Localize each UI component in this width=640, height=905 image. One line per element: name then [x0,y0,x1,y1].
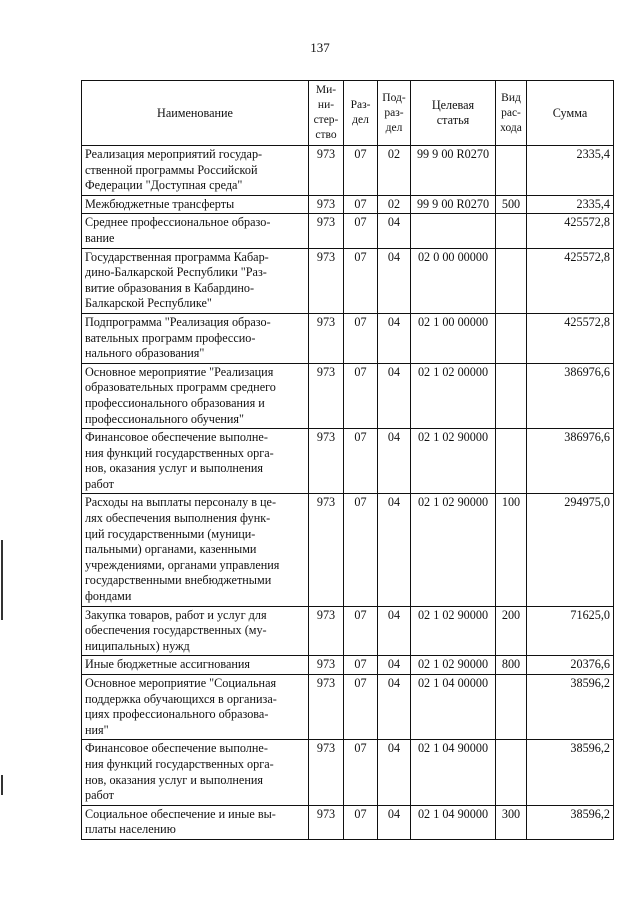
row-subsection: 04 [378,429,411,494]
row-ministry: 973 [309,248,344,313]
row-amount: 2335,4 [527,146,614,196]
row-name: Государственная программа Кабар- дино-Балкарской Республики "Раз- витие образования в Кабардино- Балкарской Республике" [82,248,309,313]
row-name: Основное мероприятие "Социальная поддержка обучающихся в организа- циях профессионального образова- ния" [82,675,309,740]
header-amount: Сумма [527,81,614,146]
row-ministry: 973 [309,805,344,839]
row-name: Межбюджетные трансферты [82,195,309,214]
row-target: 02 1 00 00000 [411,313,496,363]
header-name: Наименование [82,81,309,146]
row-expense-type: 800 [496,656,527,675]
row-section: 07 [344,313,378,363]
row-target: 99 9 00 R0270 [411,146,496,196]
row-target: 02 1 02 90000 [411,656,496,675]
header-ministry: Ми- ни- стер- ство [309,81,344,146]
row-section: 07 [344,675,378,740]
row-section: 07 [344,429,378,494]
row-target [411,214,496,248]
table-row [82,313,614,363]
row-subsection: 04 [378,248,411,313]
row-target: 02 1 02 90000 [411,429,496,494]
row-target: 02 1 04 90000 [411,805,496,839]
row-subsection: 04 [378,494,411,606]
table-row [82,675,614,740]
row-amount: 425572,8 [527,313,614,363]
row-expense-type [496,146,527,196]
row-amount: 20376,6 [527,656,614,675]
row-amount: 2335,4 [527,195,614,214]
row-expense-type: 200 [496,606,527,656]
row-name: Подпрограмма "Реализация образо- вательных программ профессио- нального образования" [82,313,309,363]
row-amount: 386976,6 [527,429,614,494]
row-amount: 425572,8 [527,214,614,248]
table-row [82,429,614,494]
row-section: 07 [344,606,378,656]
table-row [82,248,614,313]
row-section: 07 [344,214,378,248]
header-subsection: Под- раз- дел [378,81,411,146]
row-target: 02 1 02 00000 [411,363,496,428]
row-amount: 38596,2 [527,740,614,805]
table-row [82,805,614,839]
row-target: 02 1 02 90000 [411,494,496,606]
row-ministry: 973 [309,740,344,805]
row-target: 02 1 04 00000 [411,675,496,740]
table-header-row [82,81,614,146]
row-name: Основное мероприятие "Реализация образовательных программ среднего профессионального образования и профессионального обучения" [82,363,309,428]
table-row [82,494,614,606]
header-section: Раз- дел [344,81,378,146]
table-row [82,656,614,675]
row-section: 07 [344,146,378,196]
row-expense-type [496,429,527,494]
table-row [82,740,614,805]
row-amount: 71625,0 [527,606,614,656]
row-section: 07 [344,740,378,805]
row-subsection: 04 [378,214,411,248]
table-row [82,363,614,428]
row-subsection: 02 [378,195,411,214]
row-section: 07 [344,656,378,675]
table-row [82,606,614,656]
margin-mark [1,540,3,620]
row-section: 07 [344,805,378,839]
row-expense-type [496,675,527,740]
row-amount: 38596,2 [527,675,614,740]
budget-table [81,80,614,840]
row-target: 02 0 00 00000 [411,248,496,313]
header-target: Целевая статья [411,81,496,146]
row-subsection: 04 [378,606,411,656]
row-name: Социальное обеспечение и иные вы- платы населению [82,805,309,839]
row-name: Закупка товаров, работ и услуг для обеспечения государственных (му- ниципальных) нужд [82,606,309,656]
row-ministry: 973 [309,363,344,428]
row-subsection: 04 [378,313,411,363]
row-amount: 386976,6 [527,363,614,428]
row-expense-type [496,248,527,313]
row-ministry: 973 [309,656,344,675]
row-ministry: 973 [309,146,344,196]
row-ministry: 973 [309,675,344,740]
row-section: 07 [344,494,378,606]
table-row [82,195,614,214]
table-row [82,146,614,196]
row-subsection: 04 [378,363,411,428]
row-ministry: 973 [309,494,344,606]
row-expense-type [496,740,527,805]
row-subsection: 04 [378,805,411,839]
row-ministry: 973 [309,195,344,214]
row-expense-type: 300 [496,805,527,839]
row-amount: 38596,2 [527,805,614,839]
row-section: 07 [344,195,378,214]
row-target: 99 9 00 R0270 [411,195,496,214]
row-ministry: 973 [309,606,344,656]
row-target: 02 1 02 90000 [411,606,496,656]
row-name: Реализация мероприятий государ- ственной программы Российской Федерации "Доступная среда" [82,146,309,196]
row-expense-type: 100 [496,494,527,606]
row-expense-type [496,313,527,363]
row-subsection: 04 [378,675,411,740]
row-name: Финансовое обеспечение выполне- ния функций государственных орга- нов, оказания услуг и выполнения работ [82,740,309,805]
row-section: 07 [344,363,378,428]
header-expense-type: Вид рас- хода [496,81,527,146]
row-ministry: 973 [309,214,344,248]
row-expense-type: 500 [496,195,527,214]
row-amount: 425572,8 [527,248,614,313]
row-section: 07 [344,248,378,313]
row-name: Расходы на выплаты персоналу в це- лях обеспечения выполнения функ- ций государственными (муници- пальными) органами, казенными учреждениями, органами управления государственными внебюджетными фондами [82,494,309,606]
row-name: Среднее профессиональное образо- вание [82,214,309,248]
row-subsection: 04 [378,740,411,805]
row-subsection: 02 [378,146,411,196]
row-subsection: 04 [378,656,411,675]
row-ministry: 973 [309,313,344,363]
margin-mark [1,775,3,795]
table-row [82,214,614,248]
row-name: Финансовое обеспечение выполне- ния функций государственных орга- нов, оказания услуг и выполнения работ [82,429,309,494]
row-expense-type [496,214,527,248]
row-ministry: 973 [309,429,344,494]
page-number: 137 [310,40,330,55]
row-name: Иные бюджетные ассигнования [82,656,309,675]
row-target: 02 1 04 90000 [411,740,496,805]
row-amount: 294975,0 [527,494,614,606]
row-expense-type [496,363,527,428]
